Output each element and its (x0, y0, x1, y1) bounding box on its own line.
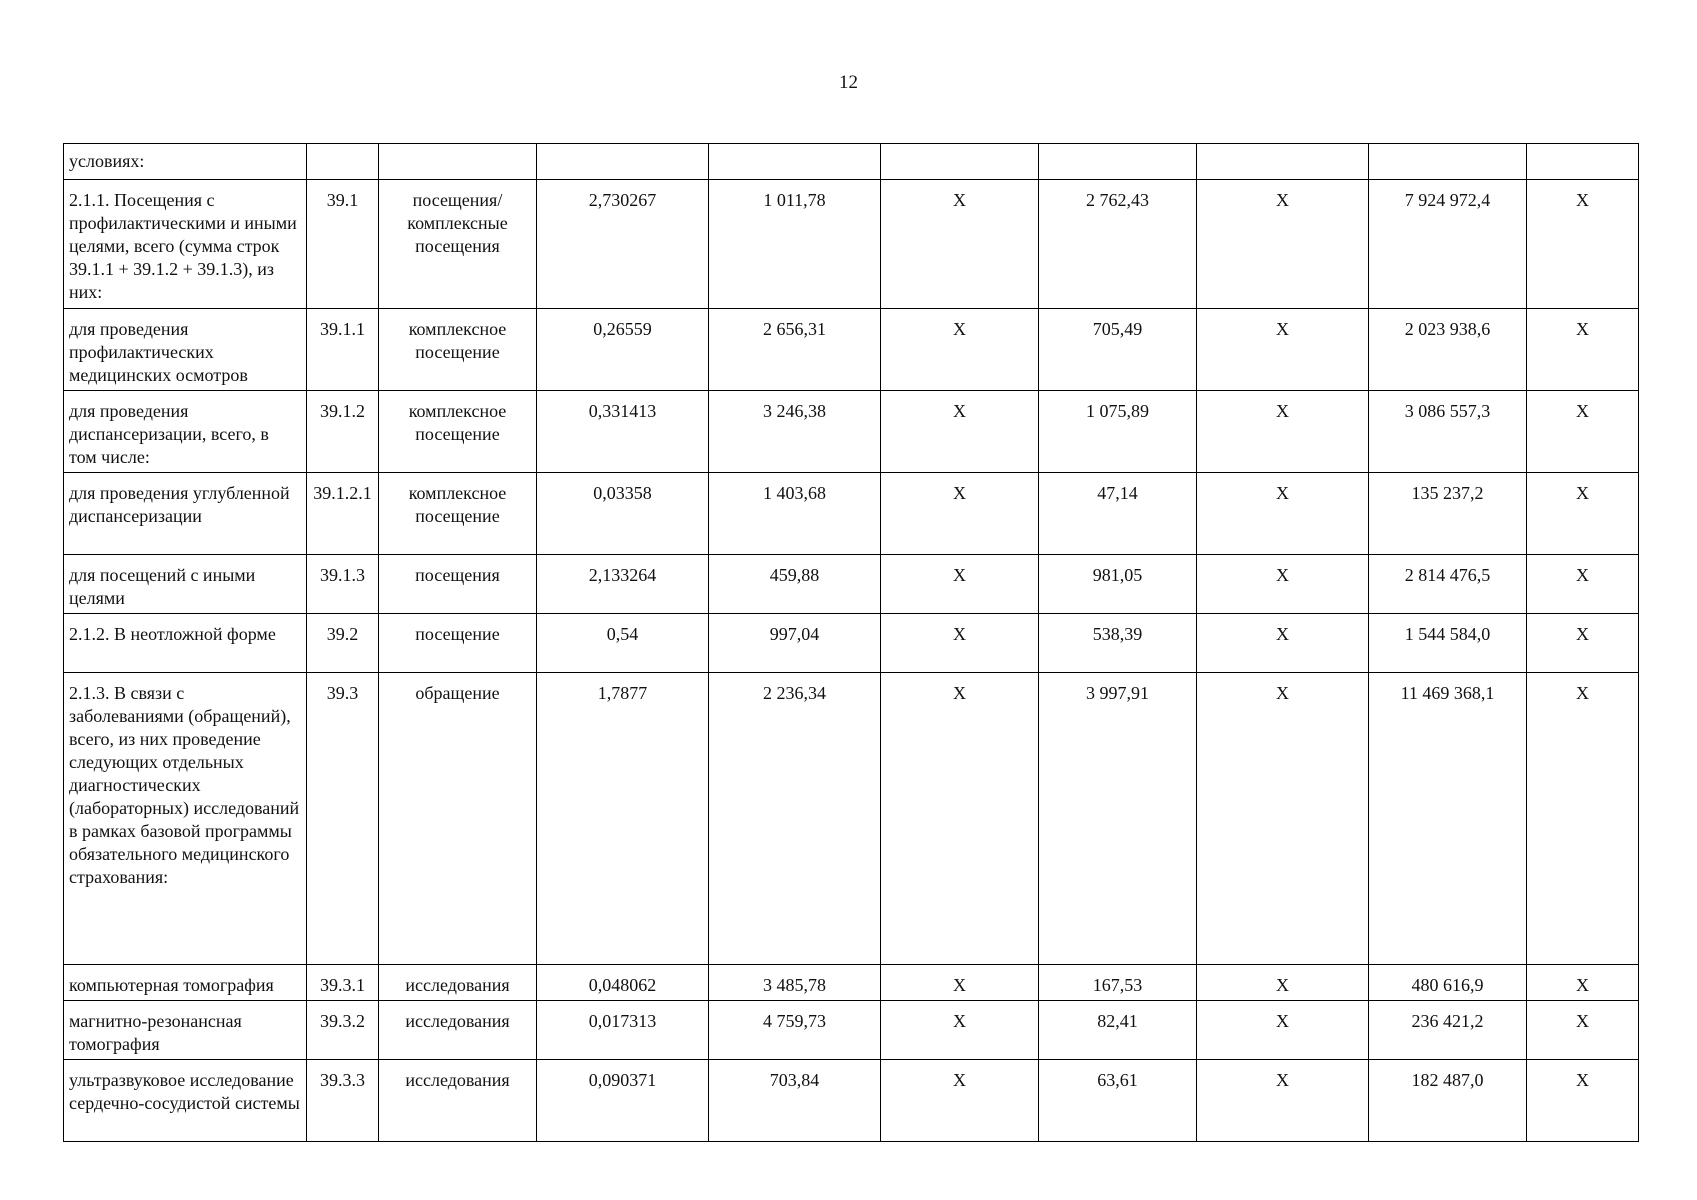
per-capita-cell: 981,05 (1039, 555, 1197, 614)
total-cost-cell: 480 616,9 (1369, 965, 1527, 1001)
row-name-cell: для проведения диспансеризации, всего, в том числе: (64, 391, 307, 473)
page-number: 12 (839, 72, 858, 93)
x-mark-cell: Х (881, 391, 1039, 473)
x-mark-cell: Х (1197, 555, 1369, 614)
table-row (64, 144, 1639, 180)
x-mark-cell: Х (1197, 180, 1369, 309)
total-cost-cell: 2 814 476,5 (1369, 555, 1527, 614)
volume-norm-cell: 0,26559 (537, 309, 709, 391)
row-name-cell: 2.1.3. В связи с заболеваниями (обращений), всего, из них проведение следующих отдельных диагностических (лабораторных) исследований в рамках базовой программы обязательного медицинского страхования: (64, 673, 307, 965)
x-mark-cell: Х (881, 555, 1039, 614)
unit-cell: посещения/ комплексные посещения (379, 180, 537, 309)
volume-norm-cell: 1,7877 (537, 673, 709, 965)
total-cost-cell (1369, 144, 1527, 180)
cost-norm-cell: 3 485,78 (709, 965, 881, 1001)
row-name-cell: для проведения профилактических медицинских осмотров (64, 309, 307, 391)
cost-norm-cell: 1 403,68 (709, 473, 881, 555)
row-code-cell: 39.3 (307, 673, 379, 965)
x-mark-cell: Х (881, 673, 1039, 965)
row-code-cell: 39.1 (307, 180, 379, 309)
x-mark-cell: Х (1527, 673, 1639, 965)
x-mark-cell: Х (881, 473, 1039, 555)
x-mark-cell (1527, 144, 1639, 180)
total-cost-cell: 2 023 938,6 (1369, 309, 1527, 391)
x-mark-cell: Х (1527, 1001, 1639, 1060)
cost-norm-cell: 2 656,31 (709, 309, 881, 391)
cost-norm-cell: 459,88 (709, 555, 881, 614)
row-name-cell: ультразвуковое исследование сердечно-сосудистой системы (64, 1060, 307, 1142)
per-capita-cell: 538,39 (1039, 614, 1197, 673)
x-mark-cell: Х (881, 614, 1039, 673)
x-mark-cell: Х (1527, 555, 1639, 614)
volume-norm-cell: 2,730267 (537, 180, 709, 309)
row-code-cell: 39.1.1 (307, 309, 379, 391)
row-code-cell: 39.1.2.1 (307, 473, 379, 555)
total-cost-cell: 11 469 368,1 (1369, 673, 1527, 965)
per-capita-cell: 3 997,91 (1039, 673, 1197, 965)
row-code-cell: 39.2 (307, 614, 379, 673)
table-row (64, 555, 1639, 614)
unit-cell: исследования (379, 1001, 537, 1060)
volume-norm-cell: 0,54 (537, 614, 709, 673)
per-capita-cell (1039, 144, 1197, 180)
row-name-cell: для проведения углубленной диспансеризации (64, 473, 307, 555)
x-mark-cell: Х (1527, 391, 1639, 473)
x-mark-cell (881, 144, 1039, 180)
cost-norm-cell (709, 144, 881, 180)
table-row (64, 309, 1639, 391)
x-mark-cell: Х (1527, 309, 1639, 391)
table-row (64, 180, 1639, 309)
volume-norm-cell: 0,048062 (537, 965, 709, 1001)
table-row (64, 673, 1639, 965)
x-mark-cell: Х (881, 1001, 1039, 1060)
volume-norm-cell: 2,133264 (537, 555, 709, 614)
table-row (64, 614, 1639, 673)
cost-norm-cell: 703,84 (709, 1060, 881, 1142)
unit-cell: обращение (379, 673, 537, 965)
cost-norm-cell: 997,04 (709, 614, 881, 673)
unit-cell (379, 144, 537, 180)
x-mark-cell: Х (881, 965, 1039, 1001)
unit-cell: посещение (379, 614, 537, 673)
table-row (64, 1001, 1639, 1060)
volume-norm-cell: 0,090371 (537, 1060, 709, 1142)
per-capita-cell: 705,49 (1039, 309, 1197, 391)
table-row (64, 1060, 1639, 1142)
unit-cell: комплексное посещение (379, 473, 537, 555)
x-mark-cell: Х (881, 180, 1039, 309)
per-capita-cell: 2 762,43 (1039, 180, 1197, 309)
x-mark-cell: Х (1197, 1001, 1369, 1060)
x-mark-cell: Х (1197, 473, 1369, 555)
row-name-cell: магнитно-резонансная томография (64, 1001, 307, 1060)
x-mark-cell: Х (1527, 180, 1639, 309)
cost-norm-cell: 4 759,73 (709, 1001, 881, 1060)
volume-norm-cell: 0,331413 (537, 391, 709, 473)
row-code-cell: 39.1.3 (307, 555, 379, 614)
x-mark-cell: Х (1527, 473, 1639, 555)
cost-norm-cell: 2 236,34 (709, 673, 881, 965)
per-capita-cell: 47,14 (1039, 473, 1197, 555)
table-row (64, 473, 1639, 555)
cost-norm-cell: 1 011,78 (709, 180, 881, 309)
table-row (64, 965, 1639, 1001)
x-mark-cell: Х (881, 309, 1039, 391)
unit-cell: комплексное посещение (379, 309, 537, 391)
unit-cell: исследования (379, 965, 537, 1001)
x-mark-cell: Х (1197, 965, 1369, 1001)
x-mark-cell: Х (1197, 673, 1369, 965)
x-mark-cell: Х (1527, 614, 1639, 673)
row-name-cell: для посещений с иными целями (64, 555, 307, 614)
x-mark-cell: Х (1197, 614, 1369, 673)
total-cost-cell: 3 086 557,3 (1369, 391, 1527, 473)
volume-norm-cell: 0,017313 (537, 1001, 709, 1060)
row-code-cell: 39.3.3 (307, 1060, 379, 1142)
unit-cell: исследования (379, 1060, 537, 1142)
row-name-cell: компьютерная томография (64, 965, 307, 1001)
x-mark-cell: Х (1527, 1060, 1639, 1142)
row-code-cell: 39.1.2 (307, 391, 379, 473)
total-cost-cell: 135 237,2 (1369, 473, 1527, 555)
row-name-cell: условиях: (64, 144, 307, 180)
total-cost-cell: 182 487,0 (1369, 1060, 1527, 1142)
per-capita-cell: 63,61 (1039, 1060, 1197, 1142)
total-cost-cell: 7 924 972,4 (1369, 180, 1527, 309)
unit-cell: комплексное посещение (379, 391, 537, 473)
x-mark-cell: Х (1197, 1060, 1369, 1142)
unit-cell: посещения (379, 555, 537, 614)
row-name-cell: 2.1.1. Посещения с профилактическими и иными целями, всего (сумма строк 39.1.1 + 39.1.2 + 39.1.3), из них: (64, 180, 307, 309)
row-code-cell: 39.3.1 (307, 965, 379, 1001)
x-mark-cell: Х (1197, 391, 1369, 473)
row-code-cell: 39.3.2 (307, 1001, 379, 1060)
x-mark-cell (1197, 144, 1369, 180)
volume-norm-cell (537, 144, 709, 180)
data-table (63, 143, 1639, 1142)
x-mark-cell: Х (1197, 309, 1369, 391)
x-mark-cell: Х (1527, 965, 1639, 1001)
per-capita-cell: 82,41 (1039, 1001, 1197, 1060)
row-name-cell: 2.1.2. В неотложной форме (64, 614, 307, 673)
row-code-cell (307, 144, 379, 180)
cost-norm-cell: 3 246,38 (709, 391, 881, 473)
total-cost-cell: 1 544 584,0 (1369, 614, 1527, 673)
table-row (64, 391, 1639, 473)
total-cost-cell: 236 421,2 (1369, 1001, 1527, 1060)
volume-norm-cell: 0,03358 (537, 473, 709, 555)
per-capita-cell: 1 075,89 (1039, 391, 1197, 473)
x-mark-cell: Х (881, 1060, 1039, 1142)
per-capita-cell: 167,53 (1039, 965, 1197, 1001)
